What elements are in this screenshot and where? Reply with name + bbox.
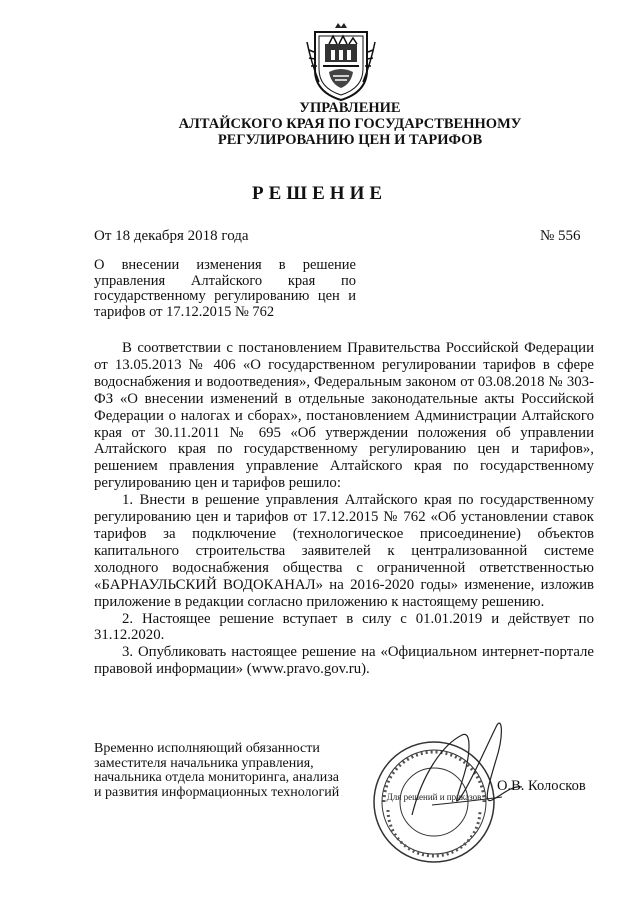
signatory-name: О.В. Колосков bbox=[497, 778, 586, 794]
document-date: От 18 декабря 2018 года bbox=[94, 228, 249, 244]
body-paragraph-3: 3. Опубликовать настоящее решение на «Официальном интернет-портале правовой информации» (www.pravo.gov.ru). bbox=[94, 644, 594, 678]
signatory-position-line-1: Временно исполняющий обязанности bbox=[94, 741, 320, 756]
document-body bbox=[94, 340, 594, 678]
signatory-position-line-2: заместителя начальника управления, bbox=[94, 755, 314, 771]
body-paragraph-1: 1. Внести в решение управления Алтайского края по государственному регулированию цен и тарифов от 17.12.2015 № 762 «Об установлении ставок тарифов за подключение (технологическое присоединение) объектов капитального строительства заявителей к централизованной системе холодного водоснабжения общества с ограниченной ответственностью «БАРНАУЛЬСКИЙ ВОДОКАНАЛ» на 2016-2020 годы» изменение, изложив приложение в редакции согласно приложению к настоящему решению. bbox=[94, 492, 594, 610]
stamp-label: Для решений и приказов bbox=[386, 792, 482, 802]
header-line-3: РЕГУЛИРОВАНИЮ ЦЕН И ТАРИФОВ bbox=[217, 132, 483, 148]
signatory-position-line-3: начальника отдела мониторинга, анализа bbox=[94, 770, 339, 786]
signatory-position-line-4: и развития информационных технологий bbox=[94, 784, 340, 800]
signatory-position bbox=[94, 742, 384, 800]
coat-of-arms-emblem bbox=[305, 22, 377, 102]
document-title: РЕШЕНИЕ bbox=[251, 183, 388, 204]
header-line-2: АЛТАЙСКОГО КРАЯ ПО ГОСУДАРСТВЕННОМУ bbox=[178, 116, 522, 132]
issuing-authority-header bbox=[130, 100, 570, 148]
document-number: № 556 bbox=[540, 228, 581, 244]
body-paragraph-2: 2. Настоящее решение вступает в силу с 01.01.2019 и действует по 31.12.2020. bbox=[94, 610, 594, 644]
document-subject: О внесении изменения в решение управления Алтайского края по государственному регулированию цен и тарифов от 17.12.2015 № 762 bbox=[94, 257, 356, 320]
handwritten-signature bbox=[392, 715, 532, 835]
body-paragraph-preamble: В соответствии с постановлением Правительства Российской Федерации от 13.05.2013 № 406 «О государственном регулировании тарифов в сфере водоснабжения и водоотведения», Федеральным законом от 03.08.2018 № 303-ФЗ «О внесении изменений в отдельные законодательные акты Российской Федерации о налогах и сборах», постановлением Администрации Алтайского края от 30.11.2011 № 695 «Об утверждении положения об управлении Алтайского края по государственному регулированию цен и тарифов», решением правления управление Алтайского края по государственному регулированию цен и тарифов решило: bbox=[94, 340, 594, 492]
header-line-1: УПРАВЛЕНИЕ bbox=[299, 100, 401, 116]
